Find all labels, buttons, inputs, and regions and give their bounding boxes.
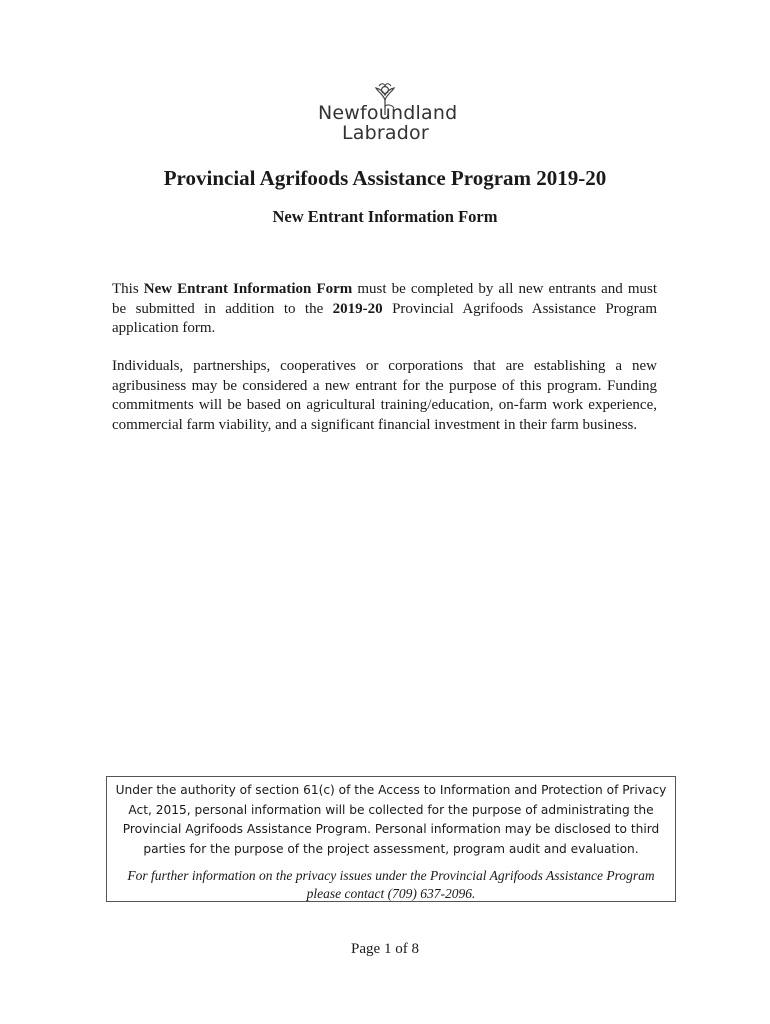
privacy-notice-box: [106, 776, 676, 902]
page-title: Provincial Agrifoods Assistance Program 2019-20: [163, 166, 607, 190]
intro-paragraph: [112, 280, 657, 339]
page-subtitle: New Entrant Information Form: [272, 207, 498, 226]
intro-text-3: Provincial Agrifoods Assistance Program application form.: [112, 300, 657, 336]
privacy-statement: Under the authority of section 61(c) of the Access to Information and Protection of Privacy Act, 2015, personal information will be collected for the purpose of administrating the Provincial Agrifoods Assistance Program. Personal information may be disclosed to third parties for the purpose of the project assessment, program audit and evaluation.: [115, 783, 667, 856]
intro-text-2: must be completed by all new entrants and must be submitted in addition to the: [112, 281, 658, 317]
intro-text-1: This: [112, 281, 144, 297]
logo-text-labrador: Labrador: [342, 122, 429, 144]
page-number: Page 1 of 8: [351, 941, 419, 957]
privacy-contact: For further information on the privacy issues under the Provincial Agrifoods Assistance Program please contact (709) 637-2096.: [127, 868, 655, 901]
intro-bold-form-name: New Entrant Information Form: [143, 281, 353, 297]
logo-text-newfoundland: Newfoundland: [318, 102, 458, 124]
eligibility-paragraph: Individuals, partnerships, cooperatives or corporations that are establishing a new agribusiness may be considered a new entrant for the purpose of this program. Funding commitments will be based on agricultural training/education, on-farm work experience, commercial farm viability, and a significant financial investment in their farm business.: [112, 358, 657, 433]
newfoundland-labrador-logo: [312, 82, 462, 148]
intro-bold-year: 2019-20: [332, 300, 383, 317]
